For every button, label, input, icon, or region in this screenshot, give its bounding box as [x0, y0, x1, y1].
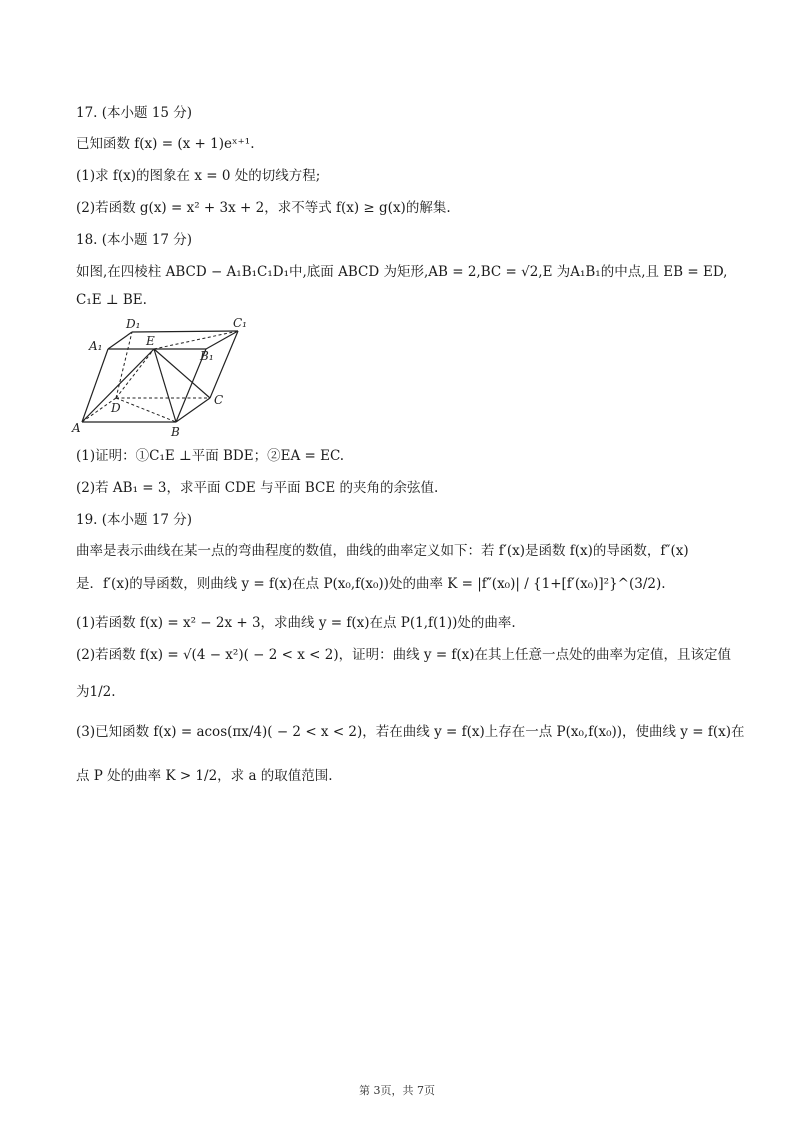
- problem-19-part-1: (1)若函数 f(x) = x² − 2x + 3，求曲线 y = f(x)在点 P(1,f(1))处的曲率.: [76, 615, 516, 631]
- segment-e-c1: [154, 331, 238, 349]
- edge-d1-c1: [132, 331, 238, 332]
- edge-a1-d1: [108, 332, 132, 349]
- edge-c1-b1: [206, 331, 238, 349]
- problem-18-header: 18. (本小题 17 分): [76, 232, 193, 248]
- label-d1: D₁: [126, 317, 141, 331]
- segment-d-e: [116, 349, 154, 398]
- edge-a-a1: [82, 349, 108, 422]
- segment-e-b: [154, 349, 176, 422]
- page-footer: 第 3页，共 7页: [359, 1084, 435, 1097]
- edge-c-c1: [210, 331, 238, 398]
- problem-17-part-2: (2)若函数 g(x) = x² + 3x + 2，求不等式 f(x) ≥ g(x)的解集.: [76, 200, 451, 216]
- label-d: D: [111, 401, 121, 415]
- label-b1: B₁: [200, 349, 214, 363]
- problem-17-header: 17. (本小题 15 分): [76, 105, 193, 121]
- problem-18-statement-line-1: 如图,在四棱柱 ABCD − A₁B₁C₁D₁中,底面 ABCD 为矩形,AB = 2,BC = √2,E 为A₁B₁的中点,且 EB = ED,: [76, 264, 728, 280]
- label-c1: C₁: [233, 316, 247, 330]
- label-e: E: [146, 334, 155, 348]
- problem-19-definition-line-2: 是．f′(x)的导函数，则曲线 y = f(x)在点 P(x₀,f(x₀))处的曲率 K = |f″(x₀)| / {1+[f′(x₀)]²}^(3/2).: [76, 576, 666, 592]
- segment-d-b: [116, 398, 176, 422]
- prism-figure: [70, 312, 250, 442]
- label-a: A: [72, 421, 81, 435]
- problem-18-part-1: (1)证明：①C₁E ⊥平面 BDE；②EA = EC.: [76, 448, 345, 464]
- problem-18-part-2: (2)若 AB₁ = 3，求平面 CDE 与平面 BCE 的夹角的余弦值.: [76, 480, 439, 496]
- problem-19-part-3-line-1: (3)已知函数 f(x) = acos(πx/4)( − 2 < x < 2)，若在曲线 y = f(x)上存在一点 P(x₀,f(x₀))，使曲线 y = f(x)在: [76, 724, 745, 740]
- problem-19-part-2-line-2: 为1/2.: [76, 684, 116, 700]
- problem-19-definition-line-1: 曲率是表示曲线在某一点的弯曲程度的数值，曲线的曲率定义如下：若 f′(x)是函数 f(x)的导函数，f″(x): [76, 543, 689, 559]
- problem-19-part-3-line-2: 点 P 处的曲率 K > 1/2，求 a 的取值范围.: [76, 768, 333, 784]
- problem-19-part-2-line-1: (2)若函数 f(x) = √(4 − x²)( − 2 < x < 2)，证明：曲线 y = f(x)在其上任意一点处的曲率为定值，且该定值: [76, 647, 732, 663]
- problem-17-statement: 已知函数 f(x) = (x + 1)eˣ⁺¹.: [76, 136, 255, 152]
- label-c: C: [214, 393, 224, 407]
- problem-18-statement-line-2: C₁E ⊥ BE.: [76, 292, 147, 308]
- label-a1: A₁: [89, 339, 103, 353]
- problem-17-part-1: (1)求 f(x)的图象在 x = 0 处的切线方程;: [76, 168, 321, 184]
- label-b: B: [171, 425, 180, 439]
- problem-19-header: 19. (本小题 17 分): [76, 512, 193, 528]
